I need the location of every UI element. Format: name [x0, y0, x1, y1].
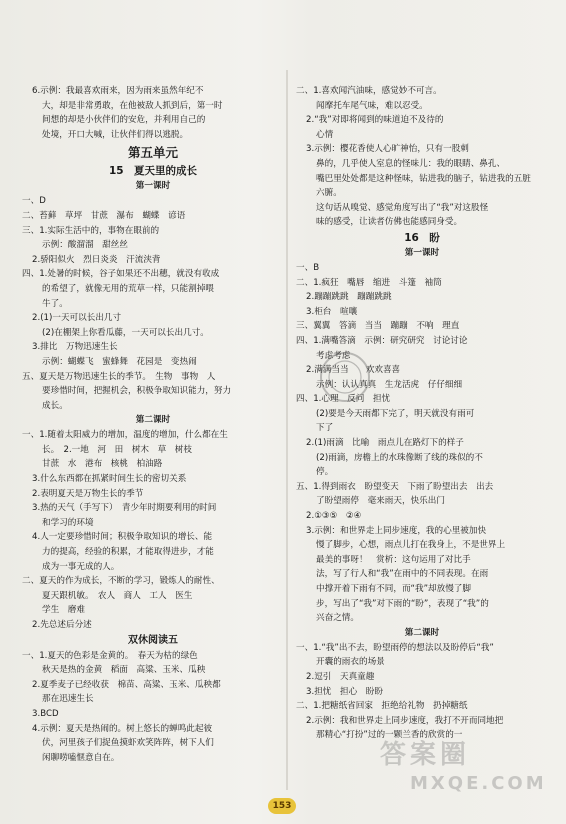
answer-line: 停。 [316, 467, 334, 478]
answer-line: 三、翼翼 答滴 当当 蹦蹦 不响 理直 [296, 321, 460, 332]
answer-line: 2.①③⑤ ②④ [306, 511, 362, 522]
answer-line: 3.BCD [32, 708, 59, 719]
answer-line: 四、1.满嘴答滴 示例：研究研究 讨论讨论 [296, 335, 468, 346]
answer-line: 2.示例：我和世界走上同步速度，我打不开而同地把 [306, 715, 504, 726]
answer-line: 闲聊唠嗑惬意自在。 [42, 752, 120, 763]
left-session-2-answers [22, 428, 284, 632]
right-session-1-heading: 第一课时 [404, 247, 440, 258]
answer-line: 学生 磨难 [42, 605, 85, 616]
answer-line: 鼻的，几乎使人室息的怪味儿：我的眼睛、鼻孔、 [316, 158, 506, 169]
answer-line: 那精心“打扮”过的一颗兰香的欣赏的一 [316, 730, 463, 741]
answer-line: 这句话从嗅觉、感觉角度写出了“我”对这股怪 [316, 202, 489, 213]
answer-line: 步，写出了“我”对下雨的“盼”，表现了“我”的 [316, 598, 489, 609]
answer-line: 考虑考虑 [316, 350, 351, 361]
answer-line: 2.蹦蹦跳跳 蹦蹦跳跳 [306, 292, 392, 303]
answer-line: 2.(1)一天可以长出几寸 [32, 313, 122, 324]
answer-line: 一、B [296, 262, 320, 273]
left-column [22, 84, 284, 765]
answer-line: 心情 [316, 129, 334, 140]
answer-line: 兴奋之情。 [316, 613, 359, 624]
page-number: 153 [268, 798, 296, 814]
right-session-2-heading: 第二课时 [404, 627, 440, 638]
answer-line: 长。 2.一地 河 田 树木 草 树枝 [42, 444, 192, 455]
answer-line: 一、1.随着太阳威力的增加，温度的增加，什么都在生 [22, 430, 228, 441]
lesson-title-16: 16 盼 [404, 231, 440, 244]
left-session-1-answers [22, 194, 284, 413]
right-column [296, 84, 548, 743]
answer-line: 示例：蝴蝶飞 蜜蜂舞 花园是 变热闹 [42, 356, 197, 367]
right-session-1-answers [296, 261, 548, 626]
watermark-logo [380, 738, 560, 816]
answer-line: 示例：认认真真 生龙活虎 仔仔细细 [316, 379, 463, 390]
answer-line: 的希望了，就像无用的荒草一样，只能割掉喂 [42, 283, 214, 294]
left-intro-answers [22, 84, 284, 142]
answer-line: 一、1.“我”出不去，盼望雨停的想法以及盼停后“我” [296, 642, 494, 653]
answer-line: 二、苔藓 草坪 甘蔗 瀑布 蝴蝶 谚语 [22, 210, 186, 221]
answer-line: 2.“我”对即将闻到的味道迫不及待的 [306, 115, 444, 126]
right-session-2-answers [296, 641, 548, 743]
reading-section-title: 双休阅读五 [128, 634, 178, 646]
answer-line: 味的感受，让读者仿佛也能感同身受。 [316, 217, 463, 228]
answer-line: 3.担忧 担心 盼盼 [306, 686, 383, 697]
answer-line: (2)在棚架上你看瓜藤，一天可以长出几寸。 [42, 327, 209, 338]
answer-line: 二、1.把糖纸省回家 拒绝给礼物 扔掉糖纸 [296, 701, 468, 712]
answer-line: 那在迅速生长 [42, 694, 94, 705]
answer-line: 五、夏天是万物迅速生长的季节。 生物 事物 人 [22, 371, 216, 382]
answer-line: 夏天跟机敏。 农人 商人 工人 医生 [42, 590, 193, 601]
answer-line: 2.逗引 天真童趣 [306, 671, 375, 682]
right-intro-answers [296, 84, 548, 230]
answer-line: 开囊的雨衣的场景 [316, 657, 385, 668]
answer-line: (2)雨滴，房檐上的水珠像断了线的珠似的不 [316, 452, 483, 463]
answer-line: 3.排比 万物迅速生长 [32, 342, 118, 353]
answer-line: 五、1.得到雨衣 盼望变天 下雨了盼望出去 出去 [296, 481, 494, 492]
answer-line: 慢了脚步，心想，雨点儿打在我身上，不是世界上 [316, 540, 506, 551]
answer-line: 2.骄阳似火 烈日炎炎 汗流浃背 [32, 254, 161, 265]
answer-line: 处境，开口大喊，让伙伴们得以逃脱。 [42, 129, 189, 140]
answer-line: 秋天是热的金黄 稻面 高粱、玉米、瓜秧 [42, 665, 206, 676]
answer-line: 闻摩托车尾气味，难以忍受。 [316, 100, 428, 111]
watermark-url: MXQE.COM [410, 773, 547, 794]
answer-line: 要珍惜时间，把握机会，积极争取知识能力，努力 [42, 386, 232, 397]
answer-line: 伏，河里孩子们捉鱼摸虾欢笑阵阵，树下人们 [42, 738, 214, 749]
stamp-icon [318, 350, 372, 404]
answer-line: 四、1.处暑的时候，谷子如果还不出穗，就没有收成 [22, 269, 220, 280]
answer-line: 一、D [22, 196, 46, 207]
answer-line: 示例：酸溜溜 甜丝丝 [42, 240, 128, 251]
answer-line: 2.先总述后分述 [32, 620, 92, 630]
left-session-2-heading: 第二课时 [135, 415, 171, 426]
answer-line: 4.示例：夏天是热闹的。树上悠长的蝉鸣此起彼 [32, 723, 213, 734]
answer-line: 4.人一定要珍惜时间；积极争取知识的增长、能 [32, 532, 213, 543]
answer-line: 四、1.心理 反问 担忧 [296, 394, 391, 405]
lesson-title-15: 15 夏天里的成长 [108, 165, 198, 178]
answer-line: 2.表明夏天是万物生长的季节 [32, 488, 144, 499]
answer-line: 最美的事呀！ 赏析：这句运用了对比手 [316, 554, 471, 565]
answer-line: 3.柜台 喧嚷 [306, 306, 358, 317]
answer-line: 六腑。 [316, 188, 342, 199]
answer-line: 2.(1)雨滴 比喻 雨点儿在路灯下的样子 [306, 438, 464, 449]
answer-line: 和学习的环境 [42, 517, 94, 528]
watermark-title: 答案圈 [380, 740, 471, 770]
answer-line: 了盼望雨停 毫来雨天，快乐出门 [316, 496, 445, 507]
answer-line: 大，却是非常勇敢，在他被敌人抓到后，第一时 [42, 100, 223, 111]
answer-line: 2.夏季麦子已经收获 棉苗、高粱、玉米、瓜秧都 [32, 679, 221, 690]
answer-line: 间想的却是小伙伴们的安危，并利用自己的 [42, 115, 206, 126]
answer-line: 成长。 [42, 400, 68, 411]
unit-title: 第五单元 [127, 145, 178, 161]
reading-answers [22, 649, 284, 766]
answer-line: 3.什么东西都在抓紧时间生长的密切关系 [32, 474, 187, 485]
answer-line: (2)要是今天雨都下完了，明天就没有雨可 [316, 408, 475, 419]
answer-line: 6.示例：我最喜欢雨来，因为雨来虽然年纪不 [32, 86, 204, 96]
answer-line: 3.示例：和世界走上同步速度，我的心里被加快 [306, 525, 487, 536]
page-fold [286, 70, 288, 790]
answer-line: 一、1.夏天的色彩是金黄的。 春天为枯的绿色 [22, 650, 198, 661]
answer-line: 2.满满当当 欢欢喜喜 [306, 365, 401, 376]
answer-line: 3.示例：樱花香使人心旷神怡，只有一股刺 [306, 144, 469, 155]
answer-line: 三、1.实际生活中的，事物在眼前的 [22, 225, 160, 236]
answer-line: 3.热的天气（手写下） 青少年时期要利用的时间 [32, 503, 217, 514]
answer-line: 嘴巴里处处都是这种怪味，钻进我的脑子，钻进我的五脏 [316, 173, 531, 184]
answer-line: 力的提高，经验的积累，才能取得进步，才能 [42, 547, 214, 558]
answer-line: 牛了。 [42, 298, 68, 309]
answer-line: 成为一事无成的人。 [42, 561, 120, 572]
answer-line: 甘蔗 水 港布 核桃 柏油路 [42, 459, 163, 470]
answer-line: 下了 [316, 423, 334, 434]
answer-line: 法，写了行人和“我”在雨中的不同表现。在雨 [316, 569, 489, 580]
answer-line: 二、1.疯狂 嘴唇 缩进 斗篷 袖筒 [296, 277, 442, 288]
left-session-1-heading: 第一课时 [135, 181, 171, 192]
answer-line: 中撑开着下雨有不同，而“我”却放慢了脚 [316, 584, 471, 594]
answer-line: 二、夏天的作为成长，不断的学习，锻炼人的耐性、 [22, 576, 220, 587]
answer-line: 二、1.喜欢闻汽油味，感觉妙不可言。 [296, 86, 442, 96]
